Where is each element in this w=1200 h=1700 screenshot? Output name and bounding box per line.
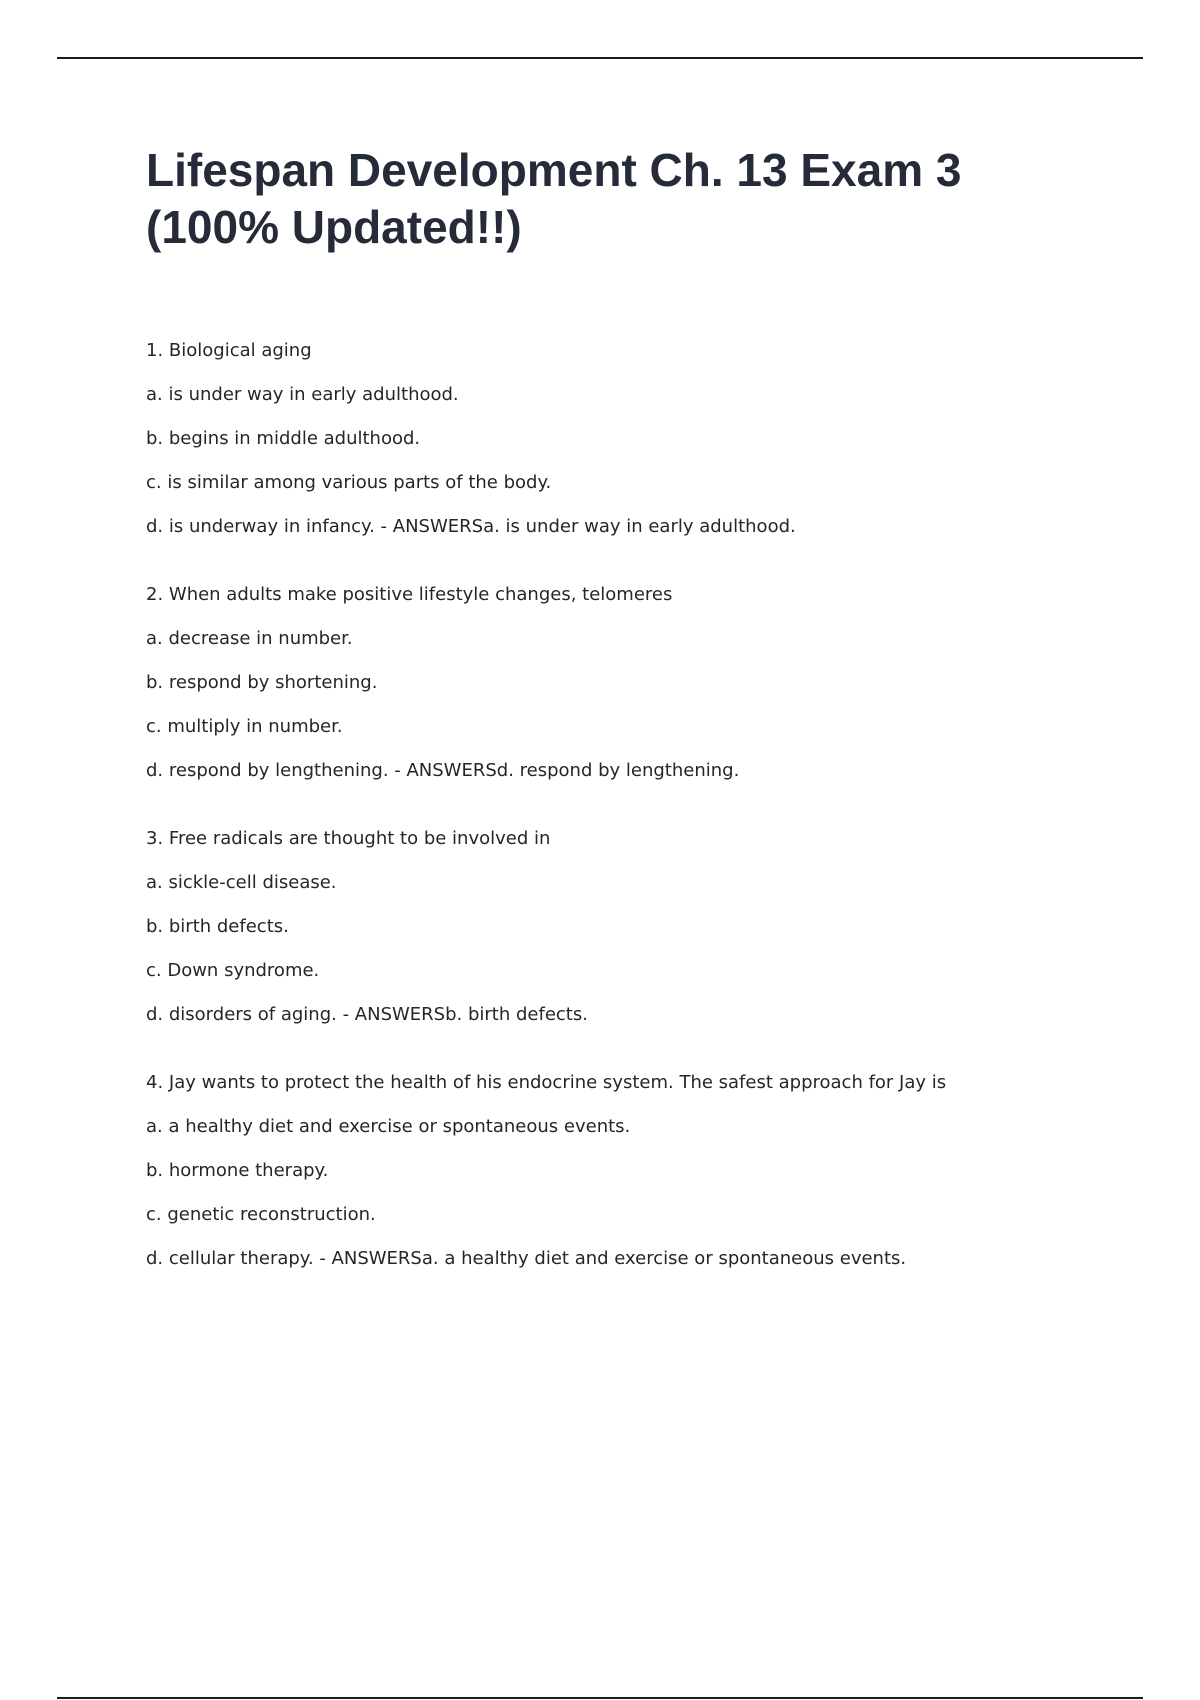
top-divider (57, 57, 1143, 59)
answer-option-d-with-key: d. respond by lengthening. - ANSWERSd. respond by lengthening. (146, 760, 740, 781)
question-1 (146, 340, 1126, 538)
answer-option-c: c. is similar among various parts of the body. (146, 472, 552, 493)
answer-option-d-with-key: d. cellular therapy. - ANSWERSa. a healthy diet and exercise or spontaneous events. (146, 1248, 907, 1269)
answer-option-b: b. hormone therapy. (146, 1160, 329, 1181)
answer-option-b: b. begins in middle adulthood. (146, 428, 421, 449)
question-4 (146, 1072, 1126, 1270)
question-list (146, 340, 1126, 1316)
answer-option-c: c. multiply in number. (146, 716, 343, 737)
answer-option-c: c. Down syndrome. (146, 960, 320, 981)
answer-option-a: a. decrease in number. (146, 628, 353, 649)
answer-option-a: a. a healthy diet and exercise or spontaneous events. (146, 1116, 631, 1137)
answer-option-b: b. respond by shortening. (146, 672, 378, 693)
answer-option-a: a. is under way in early adulthood. (146, 384, 459, 405)
bottom-divider (57, 1697, 1143, 1699)
question-3 (146, 828, 1126, 1026)
document-title: Lifespan Development Ch. 13 Exam 3 (100% Updated!!) (146, 144, 962, 253)
answer-option-d-with-key: d. is underway in infancy. - ANSWERSa. is under way in early adulthood. (146, 516, 796, 537)
answer-option-b: b. birth defects. (146, 916, 289, 937)
question-stem: 2. When adults make positive lifestyle changes, telomeres (146, 584, 673, 605)
question-stem: 4. Jay wants to protect the health of his endocrine system. The safest approach for Jay is (146, 1072, 947, 1093)
question-stem: 1. Biological aging (146, 340, 312, 361)
answer-option-a: a. sickle-cell disease. (146, 872, 337, 893)
question-2 (146, 584, 1126, 782)
answer-option-c: c. genetic reconstruction. (146, 1204, 376, 1225)
answer-option-d-with-key: d. disorders of aging. - ANSWERSb. birth defects. (146, 1004, 588, 1025)
question-stem: 3. Free radicals are thought to be involved in (146, 828, 551, 849)
